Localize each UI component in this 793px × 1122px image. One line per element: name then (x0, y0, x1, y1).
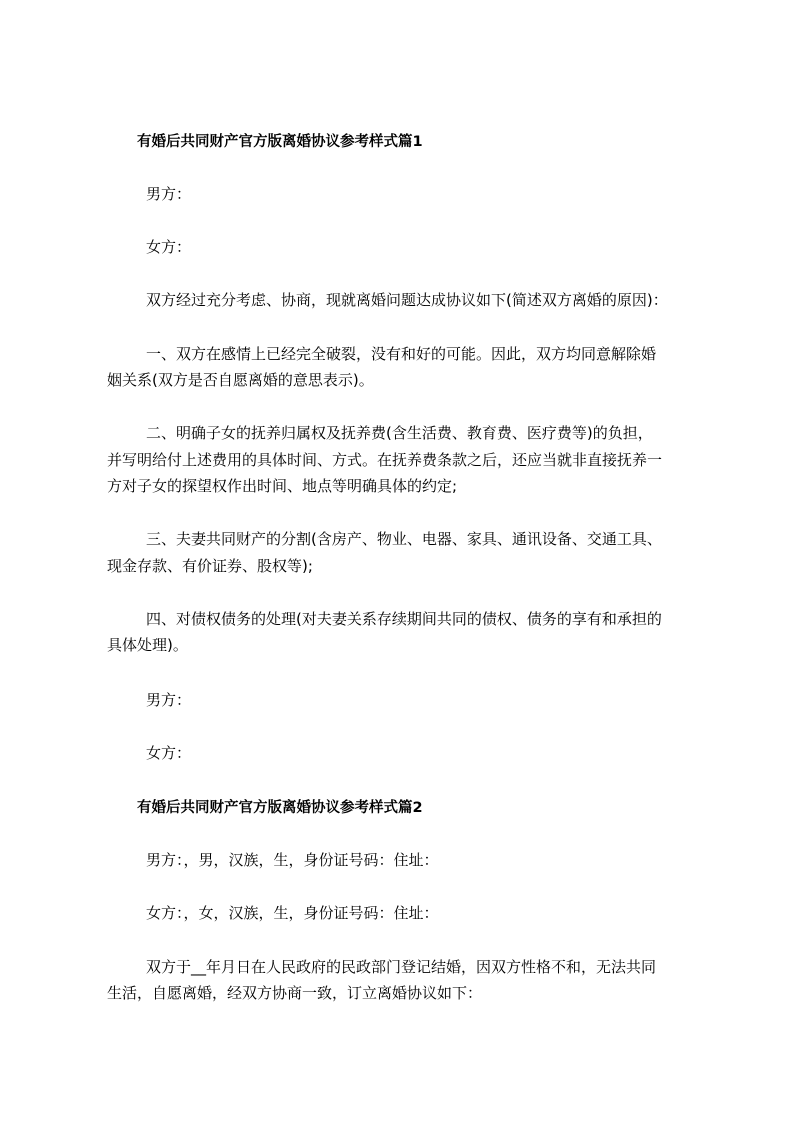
section-1-sign-husband: 男方： (146, 691, 192, 709)
section-1-sign-wife: 女方： (146, 744, 192, 762)
section-1-husband-label: 男方： (146, 185, 192, 203)
section-2-husband-info: 男方：，男，汉族，生，身份证号码：住址： (146, 851, 439, 869)
clause-4-line-1: 四、对债权债务的处理(对夫妻关系存续期间共同的债权、债务的享有和承担的 (146, 610, 662, 628)
section-2-wife-info: 女方：，女，汉族，生，身份证号码：住址： (146, 904, 439, 922)
clause-2-line-1: 二、明确子女的抚养归属权及抚养费(含生活费、教育费、医疗费等)的负担， (146, 424, 653, 442)
section-2-intro-line-1: 双方于__年月日在人民政府的民政部门登记结婚，因双方性格不和，无法共同 (146, 958, 657, 976)
section-1-title: 有婚后共同财产官方版离婚协议参考样式篇1 (137, 134, 423, 150)
section-1-intro: 双方经过充分考虑、协商，现就离婚问题达成协议如下(简述双方离婚的原因)： (146, 291, 668, 309)
clause-2-line-3: 方对子女的探望权作出时间、地点等明确具体的约定; (107, 477, 458, 495)
clause-4-line-2: 具体处理)。 (107, 636, 188, 654)
clause-2-line-2: 并写明给付上述费用的具体时间、方式。在抚养费条款之后，还应当就非直接抚养一 (107, 451, 663, 469)
section-1-wife-label: 女方： (146, 238, 192, 256)
clause-3-line-1: 三、夫妻共同财产的分割(含房产、物业、电器、家具、通讯设备、交通工具、 (146, 530, 662, 548)
section-2-title: 有婚后共同财产官方版离婚协议参考样式篇2 (137, 800, 423, 816)
section-2-intro-line-2: 生活，自愿离婚，经双方协商一致，订立离婚协议如下： (107, 984, 483, 1002)
clause-3-line-2: 现金存款、有价证券、股权等); (107, 557, 313, 575)
clause-1-line-2: 姻关系(双方是否自愿离婚的意思表示)。 (107, 371, 374, 389)
clause-1-line-1: 一、双方在感情上已经完全破裂，没有和好的可能。因此，双方均同意解除婚 (146, 345, 657, 363)
